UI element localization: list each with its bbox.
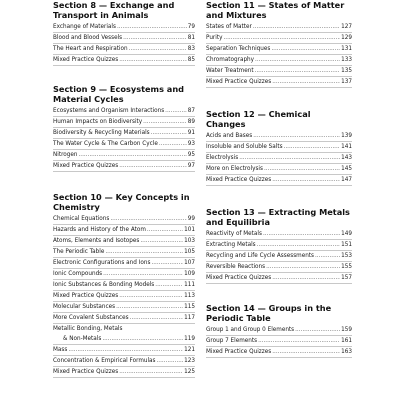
- dot-leader: [272, 175, 340, 185]
- toc-entry-title: Mixed Practice Quizzes: [206, 275, 272, 281]
- dot-leader: [239, 153, 340, 163]
- section-title-line: Section 11 — States of Matter: [206, 0, 345, 10]
- toc-section: [206, 207, 352, 284]
- section-title-line: Material Cycles: [53, 94, 124, 104]
- toc-entry[interactable]: [53, 236, 195, 247]
- toc-entry-title: Exchange of Materials: [53, 24, 116, 30]
- toc-entry-title: Reversible Reactions: [206, 264, 266, 270]
- dot-leader: [253, 22, 340, 32]
- dot-leader: [102, 334, 183, 344]
- toc-entry[interactable]: [53, 345, 195, 356]
- toc-entry-title: Recycling and Life Cycle Assessments: [206, 253, 314, 259]
- toc-entry-page-number: 101: [184, 227, 195, 233]
- toc-entry[interactable]: [206, 66, 352, 77]
- toc-entry-page-number: 145: [341, 166, 352, 172]
- dot-leader: [151, 258, 183, 268]
- toc-entry[interactable]: [53, 280, 195, 291]
- dot-leader: [266, 262, 340, 272]
- dot-leader: [130, 313, 184, 323]
- dot-leader: [123, 33, 187, 43]
- dot-leader: [255, 55, 340, 65]
- toc-entry[interactable]: [206, 175, 352, 186]
- toc-entry-page-number: 141: [341, 144, 352, 150]
- toc-entry-title: Separation Techniques: [206, 46, 271, 52]
- dot-leader: [119, 291, 183, 301]
- dot-leader: [105, 247, 183, 257]
- toc-entry-title: Concentration & Empirical Formulas: [53, 358, 156, 364]
- toc-entry-title: Mixed Practice Quizzes: [206, 79, 272, 85]
- section-title-line: Transport in Animals: [53, 10, 149, 20]
- toc-entry-title: Water Treatment: [206, 68, 254, 74]
- toc-entry-page-number: 129: [341, 35, 352, 41]
- toc-entry-page-number: 159: [341, 327, 352, 333]
- dot-leader: [257, 240, 341, 250]
- toc-entry[interactable]: [206, 164, 352, 175]
- toc-entry[interactable]: [206, 22, 352, 33]
- toc-entry-page-number: 121: [184, 347, 195, 353]
- toc-entry[interactable]: [53, 139, 195, 150]
- dot-leader: [157, 356, 184, 366]
- toc-entry-title: Molecular Substances: [53, 304, 116, 310]
- toc-section: [206, 0, 352, 88]
- toc-entry-page-number: 89: [187, 119, 195, 125]
- toc-entry-page-number: 91: [187, 130, 195, 136]
- dot-leader: [155, 280, 183, 290]
- toc-entry-page-number: 163: [341, 349, 352, 355]
- toc-entry[interactable]: [206, 77, 352, 88]
- toc-entry-page-number: 93: [187, 141, 195, 147]
- dot-leader: [119, 55, 187, 65]
- dot-leader: [255, 66, 341, 76]
- toc-entry[interactable]: [53, 324, 195, 334]
- toc-entry-title: Nitrogen: [53, 152, 78, 158]
- toc-entry[interactable]: [206, 142, 352, 153]
- toc-entry[interactable]: [53, 258, 195, 269]
- toc-entry-title: Mixed Practice Quizzes: [206, 349, 272, 355]
- toc-entry-page-number: 109: [184, 271, 195, 277]
- toc-entry-page-number: 107: [184, 260, 195, 266]
- toc-entry-page-number: 85: [187, 57, 195, 63]
- section-title-line: Section 9 — Ecosystems and: [53, 84, 185, 94]
- toc-entry-page-number: 139: [341, 133, 352, 139]
- dot-leader: [165, 106, 187, 116]
- toc-entry[interactable]: [53, 247, 195, 258]
- toc-entry-page-number: 87: [187, 108, 195, 114]
- toc-entry-title: Acids and Bases: [206, 133, 253, 139]
- toc-section: [53, 0, 195, 66]
- toc-section: [53, 84, 195, 172]
- toc-entry[interactable]: [53, 214, 195, 225]
- toc-entry[interactable]: [53, 117, 195, 128]
- toc-entry-page-number: 97: [187, 163, 195, 169]
- toc-entry[interactable]: [206, 336, 352, 347]
- toc-entry-title: Mixed Practice Quizzes: [53, 369, 119, 375]
- toc-entry[interactable]: [206, 153, 352, 164]
- toc-entry[interactable]: [206, 229, 352, 240]
- dot-leader: [315, 251, 340, 261]
- dot-leader: [272, 347, 340, 357]
- dot-leader: [258, 336, 340, 346]
- section-title-line: Section 13 — Extracting Metals: [206, 207, 350, 217]
- toc-entry-title: Ecosystems and Organism Interactions: [53, 108, 165, 114]
- toc-entry[interactable]: [206, 325, 352, 336]
- toc-entry-title: The Periodic Table: [53, 249, 105, 255]
- toc-entry-title: Chromatography: [206, 57, 255, 63]
- toc-entry-title: Blood and Blood Vessels: [53, 35, 123, 41]
- toc-entry-title: Mass: [53, 347, 68, 353]
- toc-entry[interactable]: [206, 251, 352, 262]
- dot-leader: [78, 150, 186, 160]
- toc-entry-title: Chemical Equations: [53, 216, 110, 222]
- toc-entry[interactable]: [53, 225, 195, 236]
- toc-entry-title: Hazards and History of the Atom: [53, 227, 146, 233]
- dot-leader: [110, 214, 186, 224]
- section-title: [53, 192, 195, 212]
- dot-leader: [119, 161, 187, 171]
- toc-entry-page-number: 99: [187, 216, 195, 222]
- toc-entry[interactable]: [53, 128, 195, 139]
- toc-entry-page-number: 143: [341, 155, 352, 161]
- toc-section: [206, 109, 352, 186]
- dot-leader: [143, 117, 187, 127]
- toc-entry-page-number: 157: [341, 275, 352, 281]
- toc-entry[interactable]: [53, 33, 195, 44]
- dot-leader: [263, 229, 340, 239]
- toc-entry-title: Metallic Bonding, Metals: [53, 326, 123, 332]
- toc-entry-page-number: 117: [184, 315, 195, 321]
- toc-entry[interactable]: [53, 55, 195, 66]
- section-title-line: and Mixtures: [206, 10, 267, 20]
- toc-entry-page-number: 147: [341, 177, 352, 183]
- toc-section: [53, 192, 195, 378]
- toc-entry[interactable]: [53, 44, 195, 55]
- toc-entry-title: & Non-Metals: [63, 336, 102, 342]
- dot-leader: [129, 44, 187, 54]
- toc-entry[interactable]: [53, 22, 195, 33]
- toc-entry-page-number: 149: [341, 231, 352, 237]
- toc-entry[interactable]: [53, 291, 195, 302]
- section-title: [206, 0, 352, 20]
- toc-entry-title: More Covalent Substances: [53, 315, 129, 321]
- toc-entry-title: Electronic Configurations and Ions: [53, 260, 151, 266]
- dot-leader: [103, 269, 183, 279]
- dot-leader: [253, 131, 340, 141]
- toc-entry[interactable]: [53, 334, 195, 345]
- toc-entry-page-number: 113: [184, 293, 195, 299]
- toc-entry-title: Biodiversity & Recycling Materials: [53, 130, 150, 136]
- toc-entry-title: Reactivity of Metals: [206, 231, 262, 237]
- dot-leader: [68, 345, 183, 355]
- toc-entry[interactable]: [53, 106, 195, 117]
- section-title-line: Changes: [206, 119, 246, 129]
- toc-entry[interactable]: [53, 161, 195, 172]
- section-title: [206, 207, 352, 227]
- toc-entry-page-number: 79: [187, 24, 195, 30]
- section-title-line: Section 8 — Exchange and: [53, 0, 175, 10]
- section-title: [206, 303, 352, 323]
- toc-entry-title: Group 7 Elements: [206, 338, 258, 344]
- dot-leader: [151, 128, 187, 138]
- toc-entry[interactable]: [206, 55, 352, 66]
- toc-entry-title: Ionic Substances & Bonding Models: [53, 282, 155, 288]
- dot-leader: [119, 367, 183, 377]
- toc-entry-title: Mixed Practice Quizzes: [206, 177, 272, 183]
- toc-section: [206, 303, 352, 358]
- toc-entry[interactable]: [206, 262, 352, 273]
- toc-entry-title: Extracting Metals: [206, 242, 256, 248]
- toc-entry[interactable]: [206, 44, 352, 55]
- dot-leader: [271, 44, 340, 54]
- toc-entry-title: Insoluble and Soluble Salts: [206, 144, 283, 150]
- toc-entry-page-number: 103: [184, 238, 195, 244]
- toc-entry-page-number: 81: [187, 35, 195, 41]
- section-title-line: Chemistry: [53, 202, 100, 212]
- toc-entry-title: Group 1 and Group 0 Elements: [206, 327, 295, 333]
- dot-leader: [159, 139, 187, 149]
- toc-entry-title: The Heart and Respiration: [53, 46, 128, 52]
- toc-entry-title: Electrolysis: [206, 155, 239, 161]
- toc-entry[interactable]: [206, 240, 352, 251]
- toc-entry-page-number: 133: [341, 57, 352, 63]
- toc-entry-page-number: 161: [341, 338, 352, 344]
- toc-entry[interactable]: [53, 302, 195, 313]
- toc-entry-page-number: 95: [187, 152, 195, 158]
- section-title-line: Periodic Table: [206, 313, 271, 323]
- section-title: [53, 84, 195, 104]
- dot-leader: [117, 22, 187, 32]
- toc-entry-page-number: 125: [184, 369, 195, 375]
- toc-entry-title: Ionic Compounds: [53, 271, 103, 277]
- toc-entry-page-number: 111: [184, 282, 195, 288]
- toc-entry-title: Mixed Practice Quizzes: [53, 293, 119, 299]
- toc-entry[interactable]: [53, 313, 195, 324]
- toc-entry-title: Mixed Practice Quizzes: [53, 163, 119, 169]
- toc-entry-page-number: 131: [341, 46, 352, 52]
- toc-entry[interactable]: [206, 33, 352, 44]
- section-title-line: Section 14 — Groups in the: [206, 303, 332, 313]
- dot-leader: [264, 164, 340, 174]
- toc-entry-page-number: 137: [341, 79, 352, 85]
- toc-entry[interactable]: [206, 273, 352, 284]
- toc-entry-page-number: 105: [184, 249, 195, 255]
- section-title-line: Section 10 — Key Concepts in: [53, 192, 190, 202]
- toc-entry-title: Atoms, Elements and Isotopes: [53, 238, 140, 244]
- toc-entry[interactable]: [53, 356, 195, 367]
- toc-entry[interactable]: [53, 269, 195, 280]
- toc-entry-page-number: 135: [341, 68, 352, 74]
- toc-entry-page-number: 115: [184, 304, 195, 310]
- toc-entry-title: More on Electrolysis: [206, 166, 263, 172]
- dot-leader: [223, 33, 340, 43]
- toc-entry-page-number: 155: [341, 264, 352, 270]
- dot-leader: [284, 142, 341, 152]
- toc-entry-page-number: 153: [341, 253, 352, 259]
- toc-entry-page-number: 151: [341, 242, 352, 248]
- section-title: [53, 0, 195, 20]
- toc-entry-title: Mixed Practice Quizzes: [53, 57, 119, 63]
- toc-entry-page-number: 119: [184, 336, 195, 342]
- toc-entry[interactable]: [206, 347, 352, 358]
- section-title-line: Section 12 — Chemical: [206, 109, 311, 119]
- toc-entry-title: The Water Cycle & The Carbon Cycle: [53, 141, 158, 147]
- toc-entry-title: States of Matter: [206, 24, 252, 30]
- dot-leader: [116, 302, 183, 312]
- toc-entry[interactable]: [53, 150, 195, 161]
- dot-leader: [272, 77, 340, 87]
- toc-entry[interactable]: [53, 367, 195, 378]
- section-title: [206, 109, 352, 129]
- toc-entry-title: Purity: [206, 35, 223, 41]
- dot-leader: [147, 225, 183, 235]
- section-title-line: and Equilibria: [206, 217, 270, 227]
- toc-entry-page-number: 123: [184, 358, 195, 364]
- dot-leader: [272, 273, 340, 283]
- toc-entry-page-number: 127: [341, 24, 352, 30]
- dot-leader: [140, 236, 183, 246]
- dot-leader: [295, 325, 340, 335]
- toc-entry-page-number: 83: [187, 46, 195, 52]
- toc-entry[interactable]: [206, 131, 352, 142]
- toc-entry-title: Human Impacts on Biodiversity: [53, 119, 143, 125]
